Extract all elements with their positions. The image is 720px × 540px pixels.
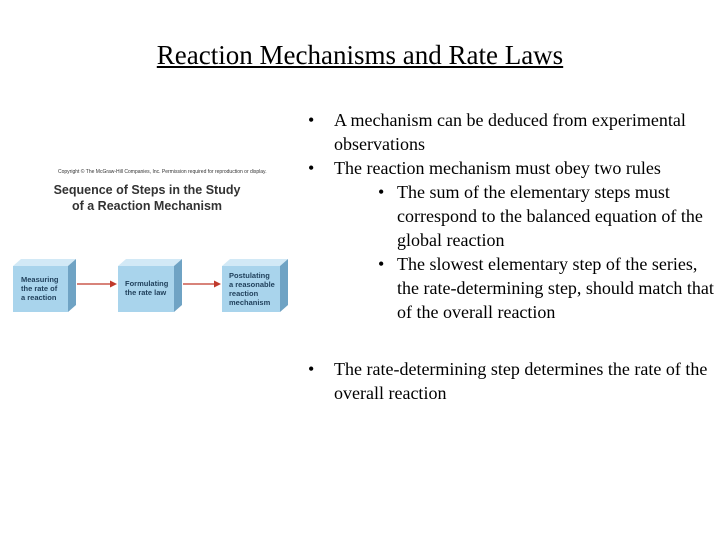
- bullet-item: [308, 108, 718, 156]
- mechanism-figure: [0, 0, 300, 330]
- bullet-dot-icon: •: [378, 182, 385, 202]
- bullet-dot-icon: •: [308, 359, 315, 379]
- step1-line3: a reaction: [21, 293, 57, 302]
- bullet-text: A mechanism can be deduced from experimental observations: [334, 110, 686, 154]
- step2-line1: Formulating: [125, 279, 169, 288]
- step2-line2: the rate law: [125, 288, 167, 297]
- arrow-step2-to-step3: [183, 281, 221, 288]
- bullet-text: The rate-determining step determines the rate of the overall reaction: [334, 359, 708, 403]
- bullet-text: The sum of the elementary steps must correspond to the balanced equation of the global reaction: [397, 182, 703, 250]
- svg-text:Measuring the rate of: [21, 275, 61, 302]
- sub-bullet-item: [308, 252, 718, 324]
- figure-heading-line1: Sequence of Steps in the Study: [53, 183, 241, 197]
- bullet-item: [308, 156, 718, 180]
- bullet-dot-icon: •: [378, 254, 385, 274]
- step1-line1: Measuring: [21, 275, 59, 284]
- step3-line1: Postulating: [229, 271, 270, 280]
- bullet-dot-icon: •: [308, 110, 315, 130]
- bullet-list: [308, 108, 718, 405]
- bullet-text: The reaction mechanism must obey two rules: [334, 158, 661, 178]
- bullet-text: The slowest elementary step of the series, the rate-determining step, should match that of the overall reaction: [397, 254, 714, 322]
- step3-line2: a reasonable: [229, 280, 275, 289]
- svg-text:Formulating the rate l: [125, 279, 170, 297]
- step3-line3: reaction: [229, 289, 259, 298]
- bullet-dot-icon: •: [308, 158, 315, 178]
- step1-line2: the rate of: [21, 284, 58, 293]
- figure-heading-line2: of a Reaction Mechanism: [71, 199, 223, 213]
- step3-line4: mechanism: [229, 298, 271, 307]
- step-box-postulating: [222, 259, 288, 312]
- step-box-measuring: [13, 259, 76, 312]
- figure-copyright: Copyright © The McGraw-Hill Companies, Inc. Permission required for reproduction or display.: [58, 169, 267, 175]
- slide-title: Reaction Mechanisms and Rate Laws: [156, 40, 564, 70]
- bullet-item: [308, 357, 718, 405]
- arrow-step1-to-step2: [77, 281, 117, 288]
- sub-bullet-item: [308, 180, 718, 252]
- step-box-formulating: [118, 259, 182, 312]
